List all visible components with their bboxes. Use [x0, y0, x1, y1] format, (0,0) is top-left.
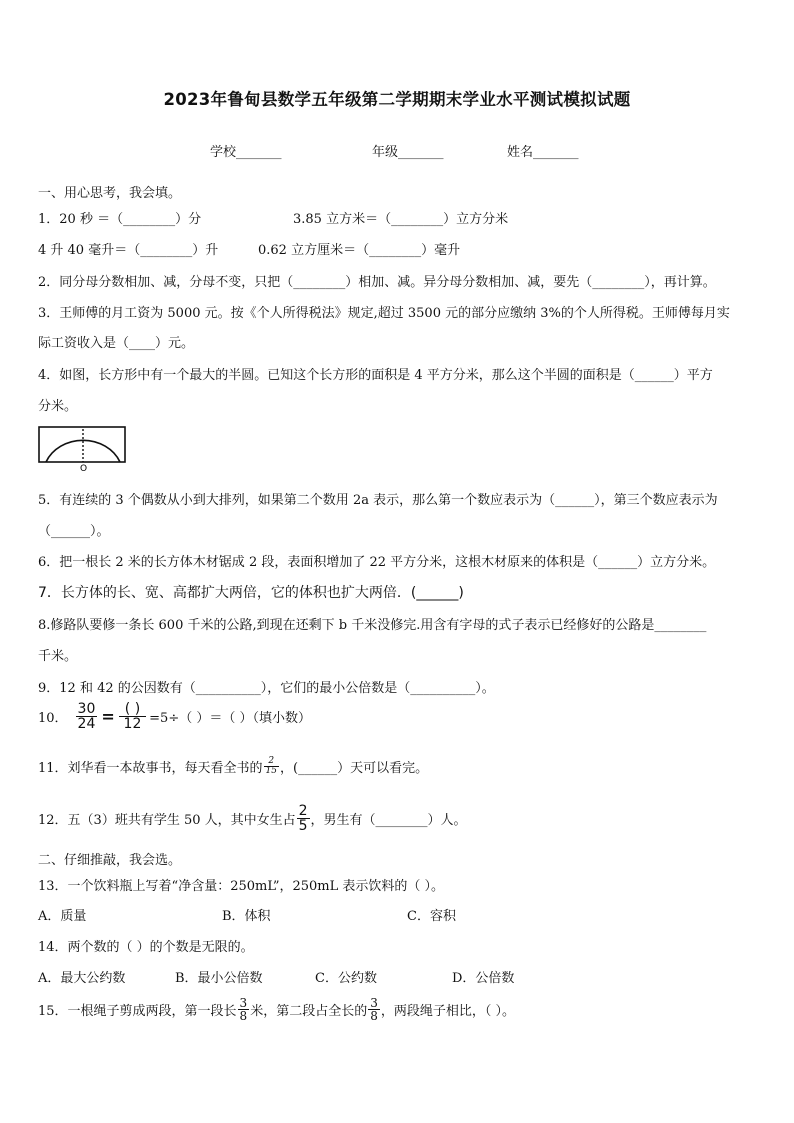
question-15: [38, 997, 515, 1022]
question-10-rest: =5÷（ ）＝（ ）（填小数）: [149, 711, 311, 726]
section-1-heading: 一、用心思考，我会填。: [38, 186, 182, 201]
question-15-prefix: 15．一根绳子剪成两段，第一段长: [38, 1004, 237, 1019]
question-15-fraction-1: [238, 997, 250, 1022]
fraction-numerator: 3: [370, 996, 378, 1010]
fraction-numerator: 2: [264, 757, 279, 767]
question-4-line1: 4．如图，长方形中有一个最大的半圆。已知这个长方形的面积是 4 平方分米，那么这个半圆的面积是（______）平方: [38, 368, 713, 383]
question-13-option-b: B．体积: [222, 909, 271, 924]
question-1b: 3.85 立方米＝（________）立方分米: [293, 212, 509, 227]
question-14-option-b: B．最小公倍数: [175, 971, 263, 986]
school-field: 学校_______: [210, 145, 282, 160]
figure-center-label: O: [80, 464, 88, 473]
question-9: 9．12 和 42 的公因数有（__________），它们的最小公倍数是（__________）。: [38, 681, 495, 696]
question-7: 7．长方体的长、宽、高都扩大两倍，它的体积也扩大两倍．(______): [38, 585, 464, 601]
fraction-numerator: ( ): [119, 702, 146, 717]
question-13-option-c: C．容积: [407, 909, 456, 924]
question-10-fraction-1: [76, 702, 98, 731]
question-11-suffix: ，(______）天可以看完。: [280, 761, 429, 776]
question-11-fraction: [264, 757, 279, 776]
question-15-middle: 米，第二段占全长的: [250, 1004, 368, 1019]
question-8-line2: 千米。: [38, 649, 78, 664]
fraction-denominator: 8: [239, 1009, 248, 1023]
section-2-heading: 二、仔细推敲，我会选。: [38, 853, 182, 868]
grade-field: 年级_______: [372, 145, 444, 160]
fraction-denominator: 24: [77, 716, 96, 732]
exam-title: 2023年鲁甸县数学五年级第二学期期末学业水平测试模拟试题: [163, 90, 631, 109]
question-15-suffix: ，两段绳子相比，（ ）。: [380, 1004, 515, 1019]
question-12-prefix: 12．五（3）班共有学生 50 人，其中女生占: [38, 813, 296, 828]
question-10-number: 10．: [38, 711, 68, 726]
question-13-option-a: A．质量: [38, 909, 87, 924]
fraction-numerator: 2: [298, 803, 308, 819]
question-5-line1: 5．有连续的 3 个偶数从小到大排列，如果第二个数用 2a 表示，那么第一个数应表示为（______），第三个数应表示为: [38, 493, 718, 508]
name-field: 姓名_______: [507, 145, 579, 160]
equals-sign: =: [101, 707, 115, 726]
question-4-line2: 分米。: [38, 399, 78, 414]
question-14-option-d: D．公倍数: [452, 971, 515, 986]
question-14-option-a: A．最大公约数: [38, 971, 126, 986]
question-11: [38, 757, 428, 776]
question-2: 2．同分母分数相加、减，分母不变，只把（________）相加、减。异分母分数相加、减，要先（________），再计算。: [38, 275, 716, 290]
fraction-numerator: 30: [77, 701, 96, 717]
question-1a: 1．20 秒 ＝（________）分: [38, 212, 202, 227]
question-13: 13．一个饮料瓶上写着“净含量：250mL”，250mL 表示饮料的（ ）。: [38, 879, 445, 894]
fraction-denominator: 8: [370, 1009, 378, 1023]
figure-rectangle: [39, 427, 125, 462]
question-3-line1: 3．王师傅的月工资为 5000 元。按《个人所得税法》规定,超过 3500 元的部分应缴纳 3%的个人所得税。王师傅每月实: [38, 306, 730, 321]
question-1d: 0.62 立方厘米＝（________）毫升: [258, 243, 461, 258]
question-15-fraction-2: [368, 997, 380, 1022]
rectangle-semicircle-figure: [38, 423, 128, 473]
question-10: [38, 702, 311, 731]
question-1c: 4 升 40 毫升＝（________）升: [38, 243, 219, 258]
question-14-option-c: C．公约数: [315, 971, 377, 986]
question-5-line2: （______）。: [38, 524, 110, 539]
fraction-denominator: 15: [265, 766, 277, 776]
question-12-fraction: [297, 804, 310, 833]
question-10-fraction-2: [119, 702, 146, 731]
fraction-denominator: 5: [298, 818, 308, 834]
question-12-suffix: ，男生有（________）人。: [310, 813, 467, 828]
question-3-line2: 际工资收入是（____）元。: [38, 336, 195, 351]
question-11-prefix: 11．刘华看一本故事书，每天看全书的: [38, 761, 263, 776]
question-12: [38, 804, 467, 833]
question-8-line1: 8.修路队要修一条长 600 千米的公路,到现在还剩下 b 千米没修完.用含有字母的式子表示已经修好的公路是________: [38, 618, 707, 633]
fraction-numerator: 3: [239, 996, 248, 1010]
question-14: 14．两个数的（ ）的个数是无限的。: [38, 940, 254, 955]
fraction-denominator: 12: [123, 716, 142, 732]
question-6: 6．把一根长 2 米的长方体木材锯成 2 段，表面积增加了 22 平方分米，这根木材原来的体积是（______）立方分米。: [38, 555, 716, 570]
